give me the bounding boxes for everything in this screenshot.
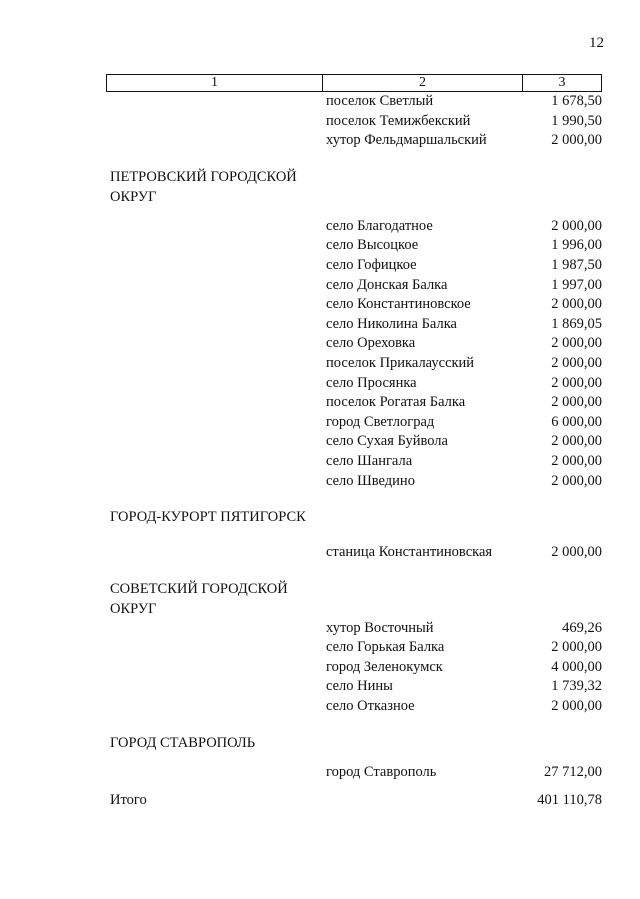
settlement-name: поселок Светлый bbox=[326, 93, 434, 109]
table-row bbox=[0, 677, 640, 697]
table-row bbox=[0, 658, 640, 678]
district-name: ПЕТРОВСКИЙ ГОРОДСКОЙ ОКРУГ bbox=[110, 168, 297, 205]
table-header bbox=[106, 74, 602, 92]
table-row bbox=[0, 131, 640, 151]
amount: 2 000,00 bbox=[551, 132, 602, 149]
amount: 27 712,00 bbox=[544, 763, 602, 780]
settlement-name: село Нины bbox=[326, 678, 393, 695]
total-amount: 401 110,78 bbox=[537, 792, 602, 809]
table-row bbox=[0, 334, 640, 354]
settlement-name: село Донская Балка bbox=[326, 276, 448, 293]
amount: 2 000,00 bbox=[551, 217, 602, 234]
settlement-name: село Ореховка bbox=[326, 335, 416, 352]
table-row bbox=[0, 619, 640, 639]
settlement-name: село Сухая Буйвола bbox=[326, 433, 448, 450]
amount: 2 000,00 bbox=[551, 544, 602, 561]
table-row bbox=[0, 472, 640, 492]
amount: 1 869,05 bbox=[551, 315, 602, 332]
amount: 2 000,00 bbox=[551, 354, 602, 371]
amount: 2 000,00 bbox=[551, 639, 602, 656]
settlement-name: город Светлоград bbox=[326, 413, 435, 430]
amount: 2 000,00 bbox=[551, 335, 602, 352]
table-row bbox=[0, 315, 640, 335]
table-row bbox=[0, 354, 640, 374]
settlement-name: хутор Фельдмаршальский bbox=[326, 132, 487, 149]
settlement-name: село Николина Балка bbox=[326, 315, 457, 332]
amount: 1 987,50 bbox=[551, 256, 602, 273]
settlement-name: село Просянка bbox=[326, 374, 417, 391]
settlement-name: село Шангала bbox=[326, 452, 413, 469]
settlement-name: город Ставрополь bbox=[326, 763, 437, 780]
amount: 2 000,00 bbox=[551, 374, 602, 391]
settlement-name: село Шведино bbox=[326, 472, 415, 489]
table-row bbox=[0, 374, 640, 394]
header-col-3: 3 bbox=[558, 75, 566, 90]
settlement-name: город Зеленокумск bbox=[326, 658, 443, 675]
amount: 1 739,32 bbox=[551, 678, 602, 695]
amount: 1 997,00 bbox=[551, 276, 602, 293]
table-row bbox=[0, 432, 640, 452]
table-row bbox=[0, 452, 640, 472]
total-row bbox=[0, 790, 640, 810]
total-label: Итого bbox=[110, 792, 147, 809]
amount: 2 000,00 bbox=[551, 296, 602, 313]
table-row bbox=[0, 112, 640, 132]
amount: 2 000,00 bbox=[551, 472, 602, 489]
settlement-name: поселок Темижбекский bbox=[326, 112, 471, 129]
settlement-name: село Константиновское bbox=[326, 296, 471, 313]
table-body bbox=[0, 92, 640, 810]
table-row bbox=[0, 763, 640, 783]
page-number: 12 bbox=[589, 35, 604, 51]
header-col-2: 2 bbox=[323, 75, 523, 91]
settlement-name: поселок Прикалаусский bbox=[326, 354, 475, 371]
settlement-name: село Гофицкое bbox=[326, 256, 417, 273]
settlement-name: село Горькая Балка bbox=[326, 639, 445, 656]
district-name: СОВЕТСКИЙ ГОРОДСКОЙ ОКРУГ bbox=[110, 580, 288, 617]
table-row bbox=[0, 236, 640, 256]
table-row bbox=[0, 697, 640, 717]
amount: 1 996,00 bbox=[551, 237, 602, 254]
settlement-name: село Отказное bbox=[326, 698, 415, 715]
settlement-name: хутор Восточный bbox=[326, 619, 434, 636]
amount: 2 000,00 bbox=[551, 698, 602, 715]
table-row bbox=[0, 393, 640, 413]
table-row bbox=[0, 256, 640, 276]
table-row bbox=[0, 295, 640, 315]
district-name: ГОРОД-КУРОРТ ПЯТИГОРСК bbox=[110, 509, 306, 526]
amount: 2 000,00 bbox=[551, 433, 602, 450]
amount: 469,26 bbox=[562, 619, 602, 636]
table-row bbox=[0, 276, 640, 296]
table-row bbox=[0, 217, 640, 237]
district-name: ГОРОД СТАВРОПОЛЬ bbox=[110, 734, 256, 751]
amount: 1 990,50 bbox=[551, 112, 602, 129]
table-row bbox=[0, 92, 640, 112]
table-row bbox=[0, 543, 640, 563]
header-col-1: 1 bbox=[107, 75, 323, 91]
table-row bbox=[0, 638, 640, 658]
settlement-name: станица Константиновская bbox=[326, 544, 493, 561]
settlement-name: село Высоцкое bbox=[326, 237, 419, 254]
amount: 2 000,00 bbox=[551, 452, 602, 469]
amount: 6 000,00 bbox=[551, 413, 602, 430]
table-row bbox=[0, 413, 640, 433]
amount: 4 000,00 bbox=[551, 658, 602, 675]
amount: 2 000,00 bbox=[551, 394, 602, 411]
amount: 1 678,50 bbox=[551, 93, 602, 109]
settlement-name: село Благодатное bbox=[326, 217, 433, 234]
settlement-name: поселок Рогатая Балка bbox=[326, 394, 466, 411]
